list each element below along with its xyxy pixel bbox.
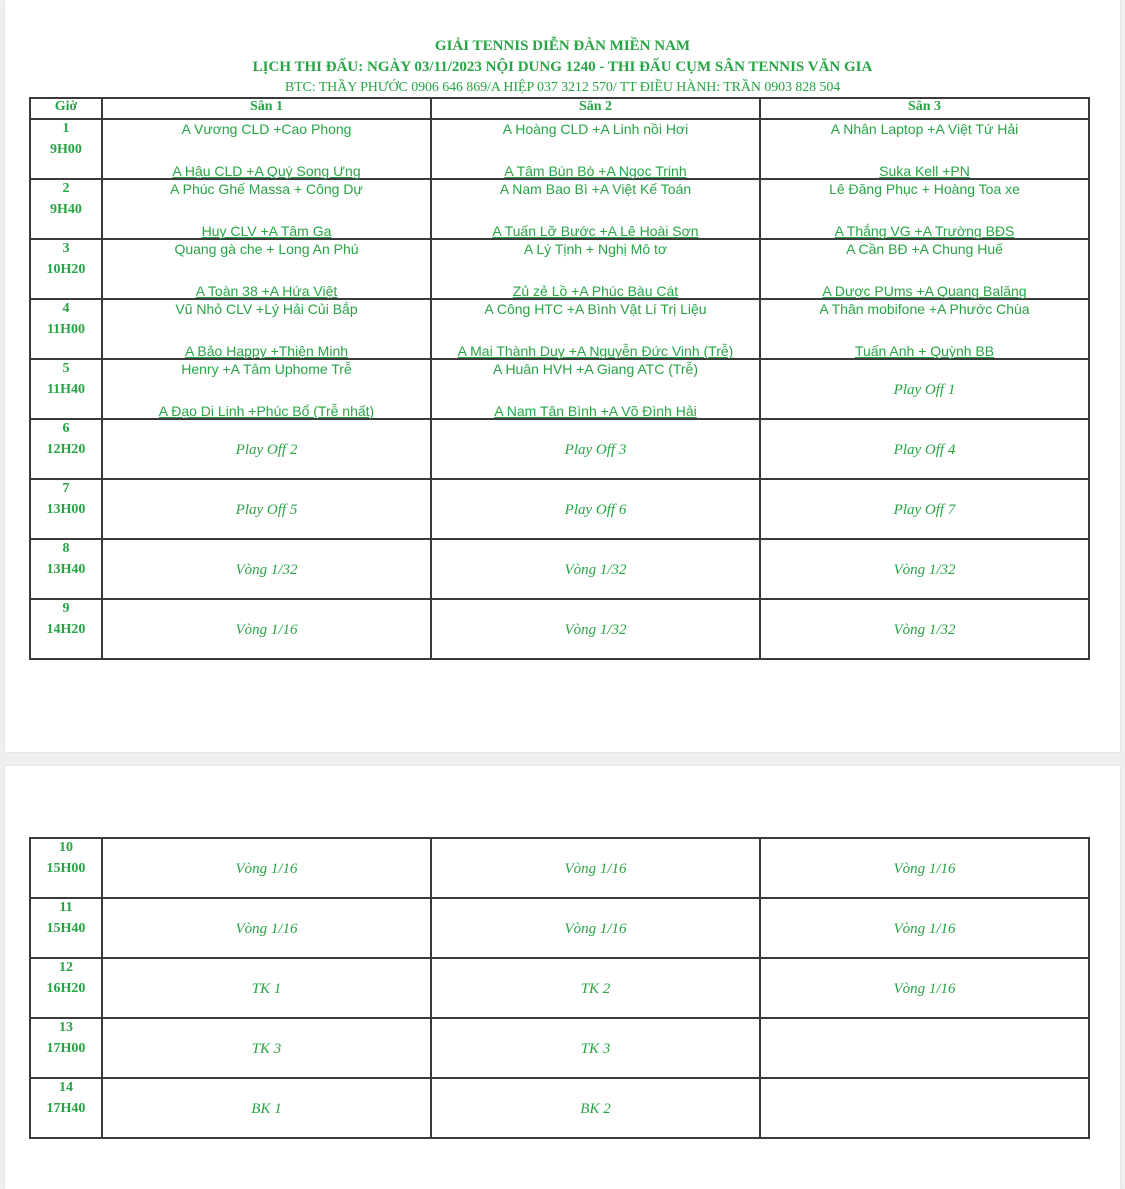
column-header-court-1: Sân 1 [102, 98, 431, 119]
team-b: A Nam Tân Bình +A Võ Đình Hải [494, 403, 697, 419]
time-slot-cell [30, 419, 102, 479]
round-label: Vòng 1/16 [893, 981, 956, 997]
team-a: A Phúc Ghế Massa + Công Dự [170, 181, 363, 197]
match-number: 11 [59, 900, 73, 915]
court-1-cell [102, 958, 431, 1018]
match-number: 13 [59, 1020, 73, 1035]
team-b: Zủ zẻ Lồ +A Phúc Bàu Cát [512, 283, 679, 299]
round-label: Vòng 1/16 [564, 861, 627, 877]
team-a: A Thân mobifone +A Phước Chùa [819, 301, 1030, 317]
court-1-cell [102, 179, 431, 239]
match-number: 1 [62, 121, 70, 136]
match-time: 17H40 [46, 1101, 86, 1116]
schedule-row [30, 239, 1089, 299]
team-a: Lê Đăng Phục + Hoàng Toa xe [829, 181, 1020, 197]
court-3-cell [760, 119, 1089, 179]
column-header-court-2: Sân 2 [431, 98, 760, 119]
time-slot-cell [30, 359, 102, 419]
match-time: 16H20 [46, 981, 86, 996]
court-1-cell [102, 539, 431, 599]
round-label: BK 1 [251, 1101, 282, 1117]
match-number: 5 [62, 361, 70, 376]
round-label: Play Off 4 [893, 442, 956, 458]
court-3-cell [760, 419, 1089, 479]
time-slot-cell [30, 539, 102, 599]
match-number: 4 [62, 301, 70, 316]
column-header-time: Giờ [30, 98, 102, 119]
round-label: BK 2 [580, 1101, 611, 1117]
court-1-cell [102, 599, 431, 659]
team-a: A Cần BĐ +A Chung Huế [846, 241, 1003, 257]
organizer-contacts: BTC: THẦY PHƯỚC 0906 646 869/A HIỆP 037 3212 570/ TT ĐIỀU HÀNH: TRẦN 0903 828 504 [284, 80, 841, 95]
tournament-title: GIẢI TENNIS DIỄN ĐÀN MIỀN NAM [434, 38, 691, 54]
court-2-cell [431, 179, 760, 239]
match-time: 15H40 [46, 921, 86, 936]
match-time: 9H00 [50, 142, 82, 157]
round-label: Vòng 1/32 [893, 622, 956, 638]
court-3-cell [760, 299, 1089, 359]
round-label: Vòng 1/16 [235, 921, 298, 937]
schedule-table-page-2 [29, 837, 1090, 1139]
schedule-row [30, 898, 1089, 958]
schedule-row [30, 119, 1089, 179]
court-2-cell [431, 838, 760, 898]
schedule-row [30, 479, 1089, 539]
match-number: 8 [62, 541, 70, 556]
match-number: 12 [59, 960, 73, 975]
time-slot-cell [30, 299, 102, 359]
court-1-cell [102, 299, 431, 359]
time-slot-cell [30, 1018, 102, 1078]
match-number: 2 [62, 181, 70, 196]
time-slot-cell [30, 838, 102, 898]
schedule-row [30, 419, 1089, 479]
team-b: A Thắng VG +A Trường BĐS [834, 223, 1015, 239]
court-1-cell [102, 838, 431, 898]
team-b: A Dược PUms +A Quang Balăng [822, 283, 1027, 299]
court-3-cell [760, 1018, 1089, 1078]
round-label: Play Off 1 [893, 382, 956, 398]
court-2-cell [431, 359, 760, 419]
court-2-cell [431, 599, 760, 659]
court-1-cell [102, 479, 431, 539]
round-label: Vòng 1/32 [235, 562, 298, 578]
court-3-cell [760, 1078, 1089, 1138]
round-label: Play Off 5 [235, 502, 298, 518]
match-time: 15H00 [46, 861, 86, 876]
time-slot-cell [30, 479, 102, 539]
match-time: 11H00 [46, 322, 86, 337]
court-1-cell [102, 359, 431, 419]
match-time: 9H40 [50, 202, 82, 217]
court-3-cell [760, 539, 1089, 599]
time-slot-cell [30, 898, 102, 958]
time-slot-cell [30, 599, 102, 659]
schedule-row [30, 299, 1089, 359]
court-3-cell [760, 838, 1089, 898]
court-2-cell [431, 479, 760, 539]
court-3-cell [760, 359, 1089, 419]
court-2-cell [431, 958, 760, 1018]
team-b: A Tuấn Lỡ Bước +A Lê Hoài Sơn [492, 223, 699, 239]
court-2-cell [431, 898, 760, 958]
court-3-cell [760, 479, 1089, 539]
round-label: Play Off 3 [564, 442, 627, 458]
match-number: 3 [62, 241, 70, 256]
schedule-row [30, 599, 1089, 659]
match-number: 9 [62, 601, 70, 616]
court-1-cell [102, 898, 431, 958]
time-slot-cell [30, 958, 102, 1018]
team-a: A Nam Bao Bì +A Việt Kế Toán [499, 181, 692, 197]
team-b: A Hậu CLD +A Quý Song Ưng [172, 163, 361, 179]
team-a: A Huân HVH +A Giang ATC (Trễ) [492, 361, 699, 377]
time-slot-cell [30, 1078, 102, 1138]
match-time: 11H40 [46, 382, 86, 397]
court-1-cell [102, 119, 431, 179]
court-3-cell [760, 958, 1089, 1018]
team-a: A Công HTC +A Bình Vật Lí Trị Liệu [484, 301, 707, 317]
team-a: A Lý Tịnh + Nghị Mô tơ [523, 241, 668, 257]
round-label: TK 3 [251, 1041, 282, 1057]
schedule-subtitle: LỊCH THI ĐẤU: NGÀY 03/11/2023 NỘI DUNG 1240 - THI ĐẤU CỤM SÂN TENNIS VĂN GIA [252, 59, 873, 75]
round-label: TK 3 [580, 1041, 611, 1057]
round-label: Vòng 1/16 [893, 921, 956, 937]
round-label: Vòng 1/16 [235, 622, 298, 638]
court-3-cell [760, 179, 1089, 239]
time-slot-cell [30, 179, 102, 239]
round-label: TK 2 [580, 981, 611, 997]
team-a: Henry +A Tâm Uphome Trễ [181, 361, 352, 377]
schedule-row [30, 838, 1089, 898]
court-2-cell [431, 539, 760, 599]
match-number: 14 [59, 1080, 73, 1095]
team-b: Huy CLV +A Tâm Ga [201, 223, 332, 239]
round-label: Vòng 1/16 [564, 921, 627, 937]
team-b: A Toàn 38 +A Hứa Việt [195, 283, 338, 299]
round-label: Vòng 1/16 [893, 861, 956, 877]
court-3-cell [760, 239, 1089, 299]
court-2-cell [431, 1078, 760, 1138]
column-header-court-3: Sân 3 [760, 98, 1089, 119]
match-time: 13H40 [46, 562, 86, 577]
round-label: Vòng 1/32 [893, 562, 956, 578]
schedule-row [30, 1018, 1089, 1078]
schedule-row [30, 1078, 1089, 1138]
court-2-cell [431, 239, 760, 299]
team-b: A Tâm Bún Bò +A Ngọc Trinh [504, 163, 687, 179]
match-number: 10 [59, 840, 73, 855]
court-3-cell [760, 599, 1089, 659]
round-label: TK 1 [251, 981, 282, 997]
match-time: 17H00 [46, 1041, 86, 1056]
team-b: A Đạo Di Linh +Phúc Bổ (Trễ nhất) [158, 403, 375, 419]
schedule-row [30, 179, 1089, 239]
round-label: Vòng 1/32 [564, 562, 627, 578]
round-label: Play Off 2 [235, 442, 298, 458]
round-label: Vòng 1/32 [564, 622, 627, 638]
match-number: 7 [62, 481, 70, 496]
schedule-row [30, 359, 1089, 419]
court-2-cell [431, 299, 760, 359]
team-b: A Bảo Happy +Thiện Minh [184, 343, 349, 359]
court-2-cell [431, 419, 760, 479]
team-a: Quang gà che + Long An Phú [174, 241, 359, 257]
match-number: 6 [62, 421, 70, 436]
team-a: A Hoàng CLD +A Linh nồi Hơi [502, 121, 689, 137]
schedule-table-page-1 [29, 97, 1090, 660]
match-time: 13H00 [46, 502, 86, 517]
time-slot-cell [30, 239, 102, 299]
round-label: Vòng 1/16 [235, 861, 298, 877]
time-slot-cell [30, 119, 102, 179]
round-label: Play Off 6 [564, 502, 627, 518]
court-1-cell [102, 1078, 431, 1138]
match-time: 14H20 [46, 622, 86, 637]
team-a: A Nhân Laptop +A Việt Tứ Hải [830, 121, 1019, 137]
team-b: Suka Kell +PN [879, 163, 970, 179]
court-2-cell [431, 1018, 760, 1078]
team-a: A Vương CLD +Cao Phong [181, 121, 352, 137]
schedule-row [30, 958, 1089, 1018]
round-label: Play Off 7 [893, 502, 956, 518]
schedule-row [30, 539, 1089, 599]
court-2-cell [431, 119, 760, 179]
court-3-cell [760, 898, 1089, 958]
court-1-cell [102, 419, 431, 479]
team-b: A Mai Thành Duy +A Nguyễn Đức Vinh (Trễ) [457, 343, 734, 359]
match-time: 12H20 [46, 442, 86, 457]
match-time: 10H20 [46, 262, 86, 277]
court-1-cell [102, 239, 431, 299]
team-a: Vũ Nhỏ CLV +Lý Hải Củi Bắp [175, 301, 358, 317]
team-b: Tuấn Anh + Quỳnh BB [854, 343, 995, 359]
court-1-cell [102, 1018, 431, 1078]
